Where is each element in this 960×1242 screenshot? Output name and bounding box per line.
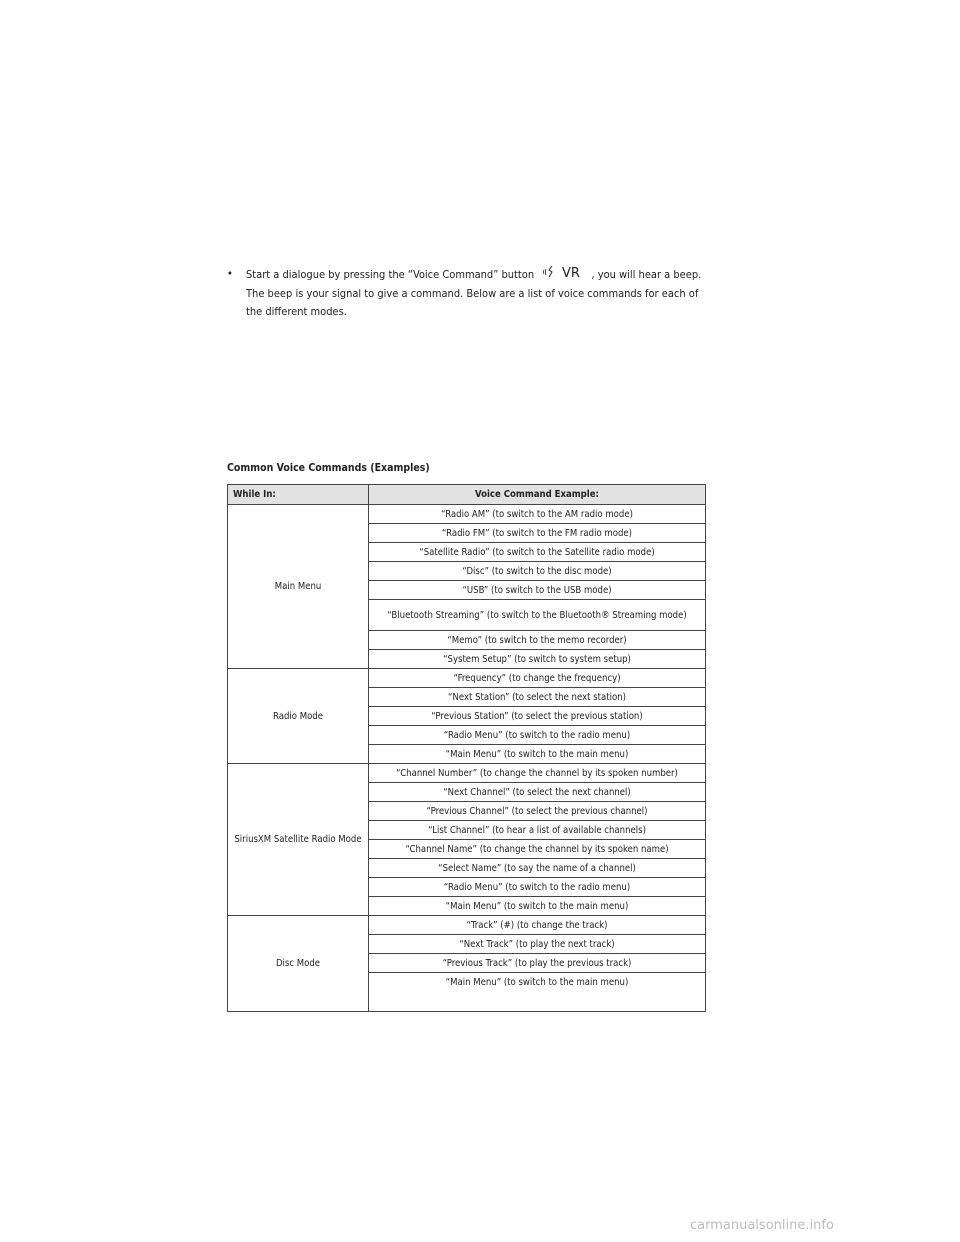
command-cell: “Track” (#) (to change the track) — [369, 916, 706, 935]
intro-paragraph — [227, 265, 717, 321]
command-cell: “Main Menu” (to switch to the main menu) — [369, 973, 706, 992]
command-cell: “Disc” (to switch to the disc mode) — [369, 562, 706, 581]
spacer-cell — [369, 991, 706, 1012]
voice-commands-table — [227, 484, 706, 1012]
intro-text-before: Start a dialogue by pressing the “Voice Command” button — [246, 268, 535, 281]
bullet: • — [227, 267, 233, 280]
mode-cell: Radio Mode — [228, 669, 369, 764]
command-cell: “Main Menu” (to switch to the main menu) — [369, 745, 706, 764]
command-cell: “Radio Menu” (to switch to the radio menu) — [369, 878, 706, 897]
voice-command-icon-label: VR — [562, 266, 581, 279]
intro-text-after: , you will hear a beep. The beep is your signal to give a command. Below are a list of voice commands for each of the different modes. — [246, 268, 702, 318]
table-header-row — [228, 485, 706, 505]
mode-cell: SiriusXM Satellite Radio Mode — [228, 764, 369, 916]
command-cell: “List Channel” (to hear a list of available channels) — [369, 821, 706, 840]
table-title: Common Voice Commands (Examples) — [227, 462, 430, 474]
command-cell: “Bluetooth Streaming” (to switch to the Bluetooth® Streaming mode) — [369, 600, 706, 631]
table-row — [228, 764, 706, 783]
mode-cell: Disc Mode — [228, 916, 369, 1012]
command-cell: “System Setup” (to switch to system setup) — [369, 650, 706, 669]
command-cell: “Next Station” (to select the next station) — [369, 688, 706, 707]
command-cell: “Channel Number” (to change the channel by its spoken number) — [369, 764, 706, 783]
header-voice-command-example: Voice Command Example: — [369, 485, 706, 505]
command-cell: “Memo” (to switch to the memo recorder) — [369, 631, 706, 650]
command-cell: “Previous Channel” (to select the previous channel) — [369, 802, 706, 821]
command-cell: “Radio Menu” (to switch to the radio menu) — [369, 726, 706, 745]
command-cell: “Previous Track” (to play the previous track) — [369, 954, 706, 973]
header-while-in: While In: — [228, 485, 369, 505]
command-cell: “Radio AM” (to switch to the AM radio mode) — [369, 505, 706, 524]
command-cell: “Select Name” (to say the name of a channel) — [369, 859, 706, 878]
watermark: carmanualsonline.info — [690, 1218, 834, 1233]
command-cell: “Next Channel” (to select the next channel) — [369, 783, 706, 802]
command-cell: “Next Track” (to play the next track) — [369, 935, 706, 954]
table-row — [228, 916, 706, 935]
command-cell: “Radio FM” (to switch to the FM radio mode) — [369, 524, 706, 543]
command-cell: “USB” (to switch to the USB mode) — [369, 581, 706, 600]
voice-command-icon — [543, 265, 583, 285]
table-row — [228, 505, 706, 524]
command-cell: “Main Menu” (to switch to the main menu) — [369, 897, 706, 916]
command-cell: “Satellite Radio” (to switch to the Satellite radio mode) — [369, 543, 706, 562]
command-cell: “Previous Station” (to select the previous station) — [369, 707, 706, 726]
command-cell: “Frequency” (to change the frequency) — [369, 669, 706, 688]
table-row — [228, 669, 706, 688]
mode-cell: Main Menu — [228, 505, 369, 669]
command-cell: “Channel Name” (to change the channel by its spoken name) — [369, 840, 706, 859]
